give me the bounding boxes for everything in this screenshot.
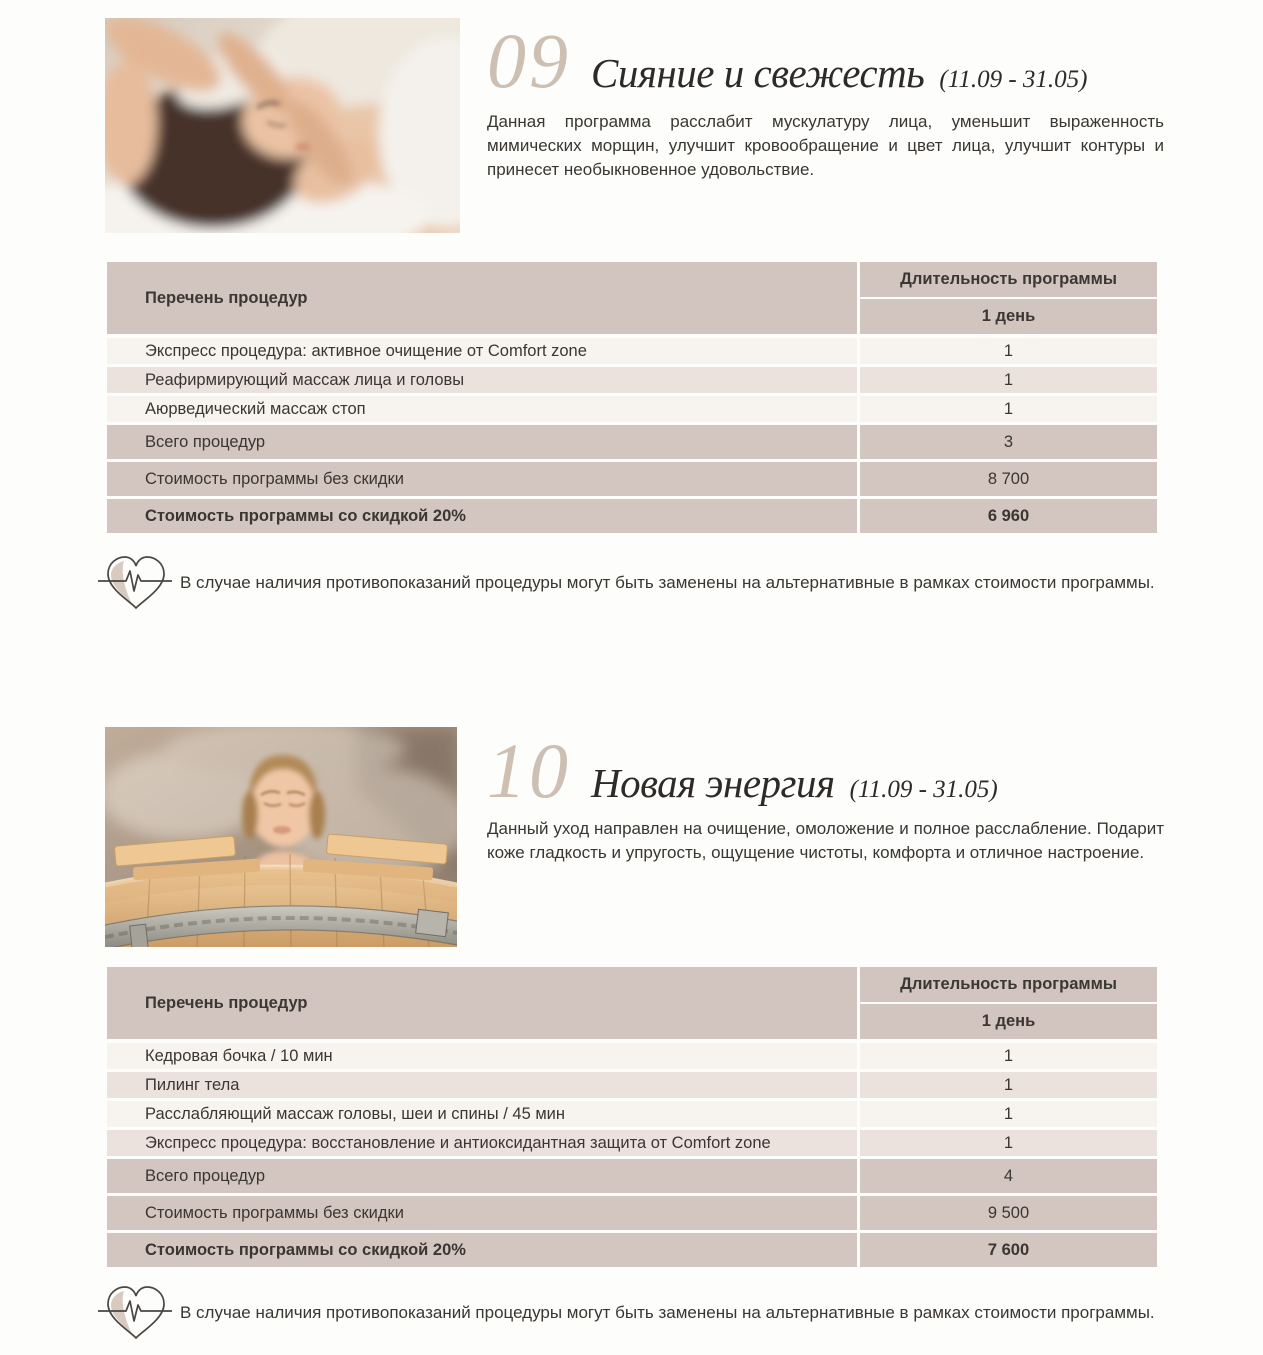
table-row-total — [107, 1159, 1157, 1193]
price-value: 9 500 — [860, 1196, 1157, 1230]
procedure-value: 1 — [860, 367, 1157, 393]
table-row-price — [107, 1196, 1157, 1230]
discount-price-label: Стоимость программы со скидкой 20% — [107, 499, 857, 533]
procedure-label: Аюрведический массаж стоп — [107, 396, 857, 422]
table-row-discount-price — [107, 1233, 1157, 1267]
total-label: Всего процедур — [107, 1159, 857, 1193]
section-number: 10 — [487, 727, 571, 814]
note-text: В случае наличия противопоказаний процедуры могут быть заменены на альтернативные в рамках стоимости программы. — [180, 1303, 1155, 1322]
section-number: 09 — [487, 17, 571, 104]
total-value: 4 — [860, 1159, 1157, 1193]
heart-pulse-icon — [98, 550, 174, 616]
table-row — [107, 338, 1157, 364]
section-dates: (11.09 - 31.05) — [849, 776, 998, 803]
section-title: Новая энергия — [591, 760, 835, 806]
program-table-09 — [107, 262, 1157, 536]
column-header-duration — [860, 967, 1157, 1039]
section-10-header — [487, 727, 998, 814]
contraindications-note — [98, 1280, 1173, 1346]
discount-price-label: Стоимость программы со скидкой 20% — [107, 1233, 857, 1267]
section-dates: (11.09 - 31.05) — [939, 66, 1088, 93]
section-description: Данная программа расслабит мускулатуру лица, уменьшит выраженность мимических морщин, улучшит кровообращение и цвет лица, улучшит контуры и принесет необыкновенное удовольствие. — [487, 112, 1164, 179]
cedar-barrel-illustration — [105, 727, 457, 947]
duration-subheader-label: 1 день — [860, 299, 1157, 334]
procedure-label: Экспресс процедура: восстановление и антиоксидантная защита от Comfort zone — [107, 1130, 857, 1156]
section-09-header — [487, 17, 1088, 104]
table-header-row — [107, 967, 1157, 1039]
table-row — [107, 1072, 1157, 1098]
contraindications-note — [98, 550, 1173, 616]
column-header-procedures: Перечень процедур — [107, 967, 857, 1039]
facial-massage-illustration — [105, 18, 460, 233]
total-value: 3 — [860, 425, 1157, 459]
duration-subheader-label: 1 день — [860, 1004, 1157, 1039]
table-row-discount-price — [107, 499, 1157, 533]
photo-facial-massage — [105, 18, 460, 233]
procedure-label: Экспресс процедура: активное очищение от Comfort zone — [107, 338, 857, 364]
photo-cedar-barrel — [105, 727, 457, 947]
note-text: В случае наличия противопоказаний процедуры могут быть заменены на альтернативные в рамках стоимости программы. — [180, 573, 1155, 592]
table-row — [107, 1130, 1157, 1156]
table-row — [107, 396, 1157, 422]
column-header-duration — [860, 262, 1157, 334]
price-value: 8 700 — [860, 462, 1157, 496]
procedure-label: Пилинг тела — [107, 1072, 857, 1098]
program-table-10 — [107, 967, 1157, 1270]
column-header-procedures: Перечень процедур — [107, 262, 857, 334]
table-header-row — [107, 262, 1157, 334]
duration-header-label: Длительность программы — [860, 262, 1157, 297]
price-label: Стоимость программы без скидки — [107, 462, 857, 496]
procedure-value: 1 — [860, 1072, 1157, 1098]
table-row — [107, 1101, 1157, 1127]
table-row — [107, 1043, 1157, 1069]
procedure-value: 1 — [860, 396, 1157, 422]
discount-price-value: 6 960 — [860, 499, 1157, 533]
procedure-value: 1 — [860, 1043, 1157, 1069]
procedure-value: 1 — [860, 1101, 1157, 1127]
duration-header-label: Длительность программы — [860, 967, 1157, 1002]
discount-price-value: 7 600 — [860, 1233, 1157, 1267]
procedure-value: 1 — [860, 338, 1157, 364]
price-label: Стоимость программы без скидки — [107, 1196, 857, 1230]
section-description: Данный уход направлен на очищение, омоложение и полное расслабление. Подарит коже гладкость и упругость, ощущение чистоты, комфорта и отличное настроение. — [487, 819, 1164, 862]
procedure-value: 1 — [860, 1130, 1157, 1156]
procedure-label: Реафирмирующий массаж лица и головы — [107, 367, 857, 393]
table-row-price — [107, 462, 1157, 496]
table-row-total — [107, 425, 1157, 459]
heart-pulse-icon — [98, 1280, 174, 1346]
section-title: Сияние и свежесть — [591, 50, 925, 96]
procedure-label: Расслабляющий массаж головы, шеи и спины / 45 мин — [107, 1101, 857, 1127]
total-label: Всего процедур — [107, 425, 857, 459]
procedure-label: Кедровая бочка / 10 мин — [107, 1043, 857, 1069]
table-row — [107, 367, 1157, 393]
